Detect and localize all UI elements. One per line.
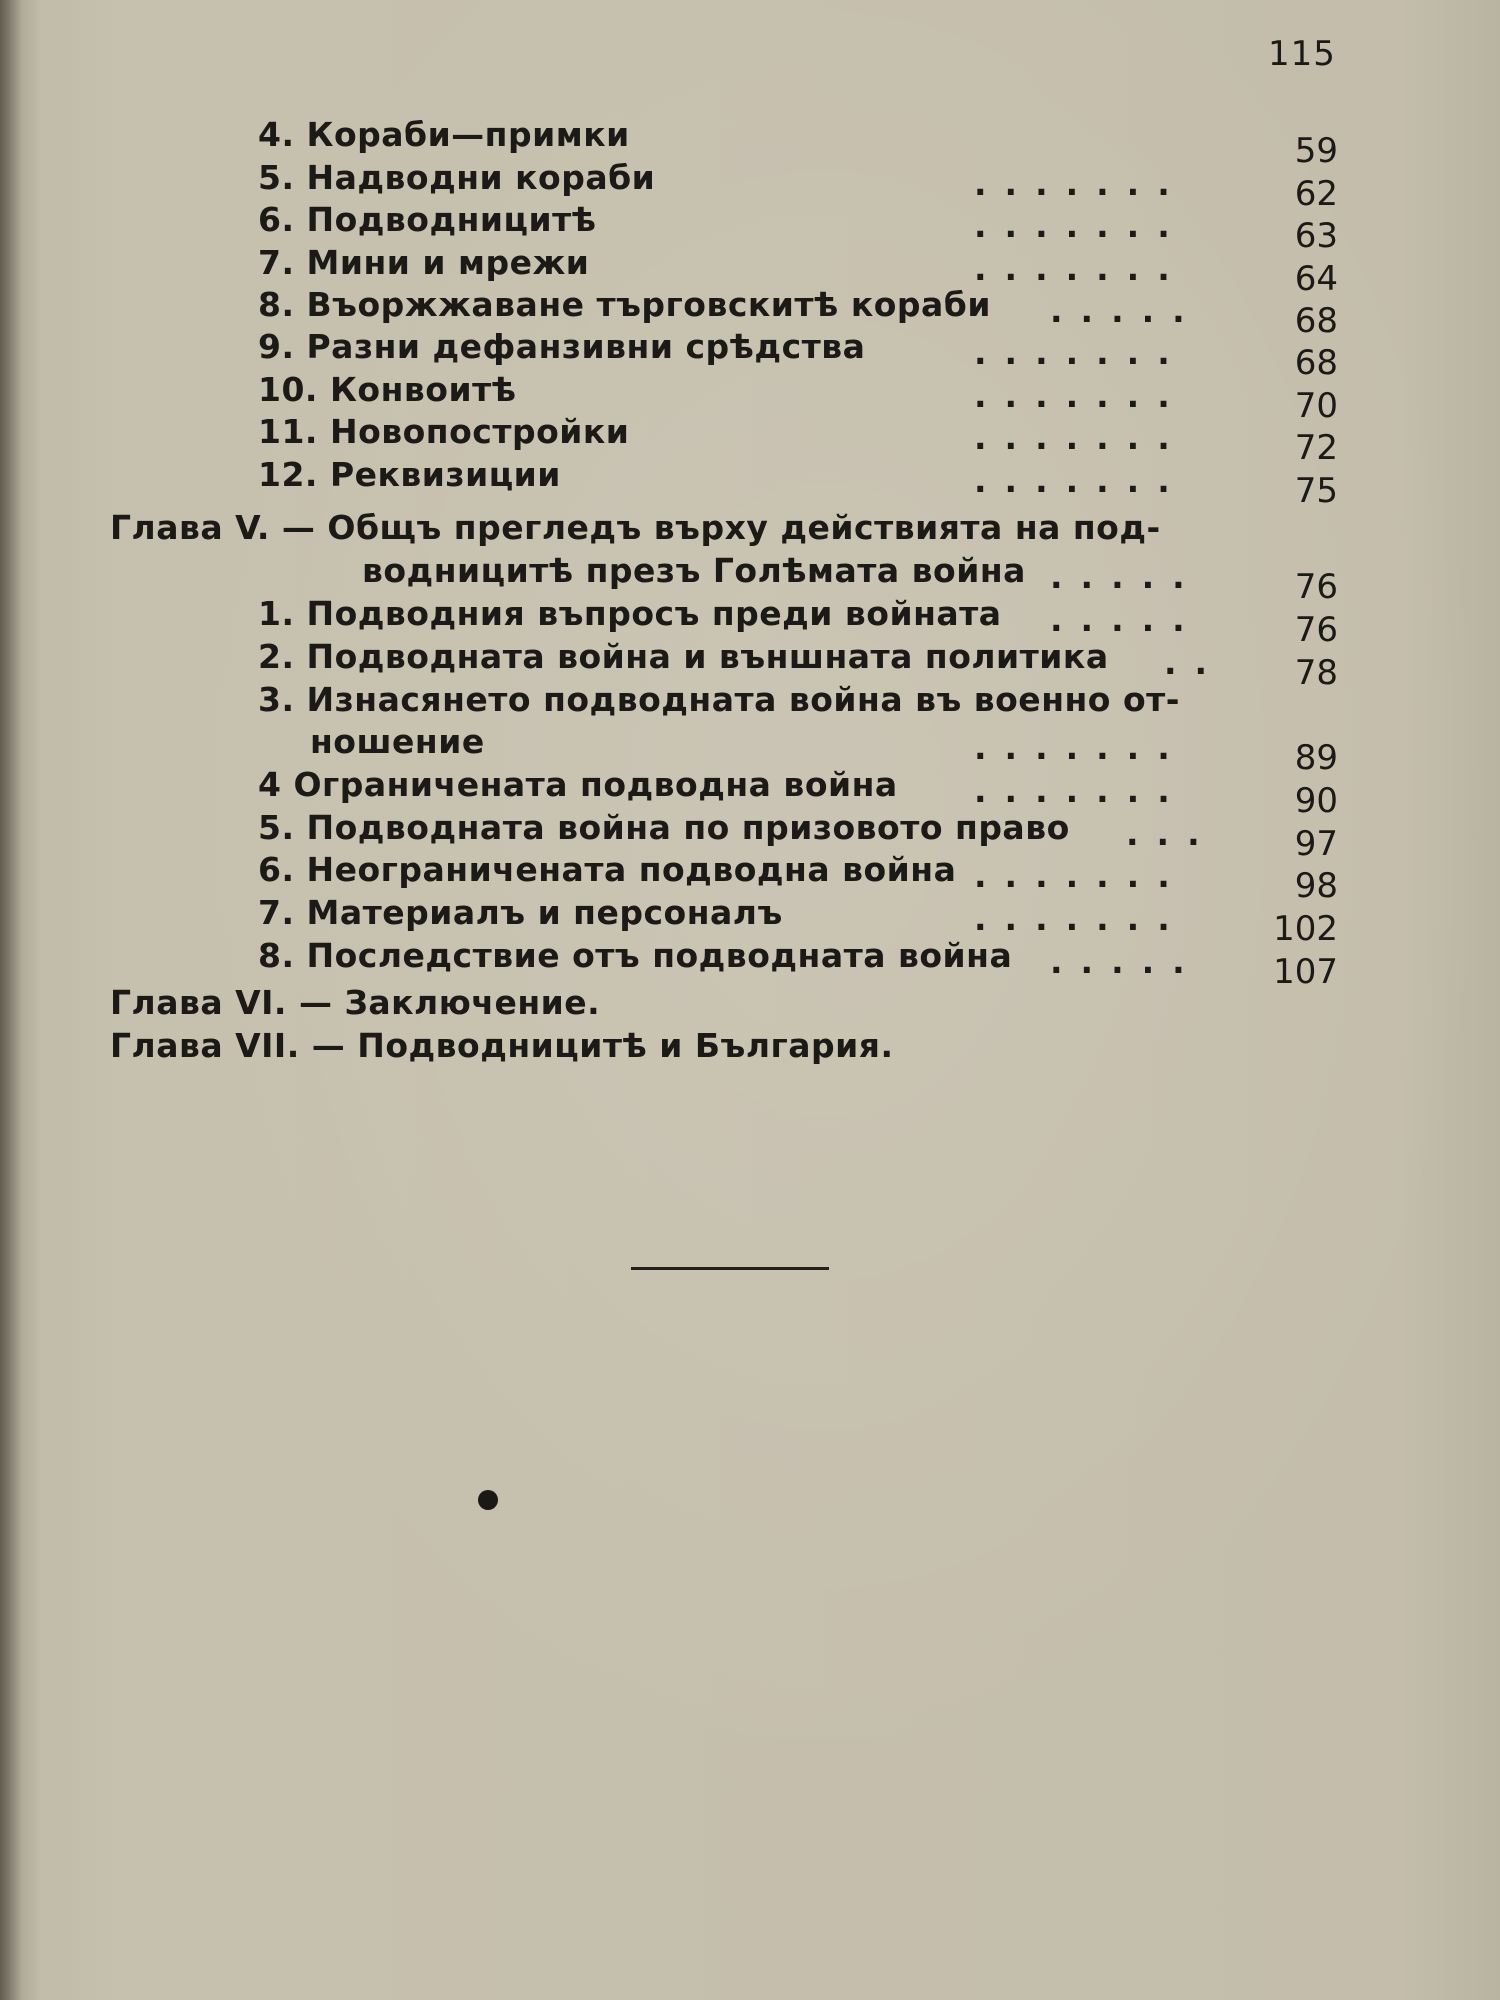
leader-dots: ....... xyxy=(974,771,1188,810)
toc-page-number: 75 xyxy=(1294,471,1338,511)
toc-entry: 6. Подводницитѣ xyxy=(258,200,597,239)
toc-entry: водницитѣ презъ Голѣмата война xyxy=(362,551,1026,590)
toc-entry: 10. Конвоитѣ xyxy=(258,370,517,409)
leader-dots: ..... xyxy=(1050,600,1203,639)
toc-page-number: 64 xyxy=(1294,259,1338,299)
leader-dots: ....... xyxy=(974,418,1188,457)
toc-page-number: 90 xyxy=(1294,781,1338,821)
toc-page-number: 62 xyxy=(1294,174,1338,214)
toc-page-number: 68 xyxy=(1294,343,1338,383)
leader-dots: ..... xyxy=(1050,942,1203,981)
toc-page-number: 98 xyxy=(1294,866,1338,906)
leader-dots: ..... xyxy=(1050,557,1203,596)
toc-entry: 7. Мини и мрежи xyxy=(258,243,590,282)
toc-page-number: 70 xyxy=(1294,386,1338,426)
toc-entry: 7. Материалъ и персоналъ xyxy=(258,893,783,932)
leader-dots: ....... xyxy=(974,206,1188,245)
leader-dots: .. xyxy=(1164,643,1226,682)
toc-page-number: 63 xyxy=(1294,216,1338,256)
toc-entry: 12. Реквизиции xyxy=(258,455,561,494)
toc-entry: 3. Изнасянето подводната война въ военно от- xyxy=(258,680,1180,719)
toc-entry: 4 Ограничената подводна война xyxy=(258,765,898,804)
toc-page-number: 78 xyxy=(1294,653,1338,693)
toc-entry: Глава VI. — Заключение. xyxy=(110,983,601,1022)
leader-dots: ....... xyxy=(974,164,1188,203)
leader-dots: ..... xyxy=(1050,291,1203,330)
toc-entry: ношение xyxy=(310,722,485,761)
toc-page-number: 97 xyxy=(1294,824,1338,864)
toc-entry: 5. Подводната война по призовото право xyxy=(258,808,1070,847)
toc-entry: 4. Кораби—примки xyxy=(258,115,630,154)
leader-dots: ....... xyxy=(974,728,1188,767)
toc-page-number: 72 xyxy=(1294,428,1338,468)
leader-dots: ....... xyxy=(974,249,1188,288)
leader-dots: ....... xyxy=(974,899,1188,938)
toc-page-number: 59 xyxy=(1294,131,1338,171)
toc-entry: 8. Въоржжаване търговскитѣ кораби xyxy=(258,285,991,324)
toc-entry: 6. Неограничената подводна война xyxy=(258,850,957,889)
leader-dots: ....... xyxy=(974,856,1188,895)
toc-page-number: 102 xyxy=(1273,909,1338,949)
toc-entry: 9. Разни дефанзивни срѣдства xyxy=(258,327,866,366)
toc-page-number: 89 xyxy=(1294,738,1338,778)
page-number: 115 xyxy=(1268,34,1336,74)
toc-entry: 5. Надводни кораби xyxy=(258,158,656,197)
leader-dots: ....... xyxy=(974,461,1188,500)
toc-page-number: 76 xyxy=(1294,567,1338,607)
spine-shadow xyxy=(0,0,22,2000)
leader-dots: ....... xyxy=(974,333,1188,372)
toc-page-number: 76 xyxy=(1294,610,1338,650)
toc-entry: 11. Новопостройки xyxy=(258,412,630,451)
toc-page-number: 68 xyxy=(1294,301,1338,341)
toc-entry: Глава VII. — Подводницитѣ и България. xyxy=(110,1026,894,1065)
toc-entry: Глава V. — Общъ прегледъ върху действията на под- xyxy=(110,508,1161,547)
toc-page-number: 107 xyxy=(1273,952,1338,992)
toc-entry: 8. Последствие отъ подводната война xyxy=(258,936,1013,975)
closing-rule xyxy=(631,1267,829,1270)
toc-entry: 2. Подводната война и външната политика xyxy=(258,637,1109,676)
ink-blot xyxy=(478,1490,498,1510)
leader-dots: ... xyxy=(1126,814,1218,853)
leader-dots: ....... xyxy=(974,376,1188,415)
toc-entry: 1. Подводния въпросъ преди войната xyxy=(258,594,1002,633)
